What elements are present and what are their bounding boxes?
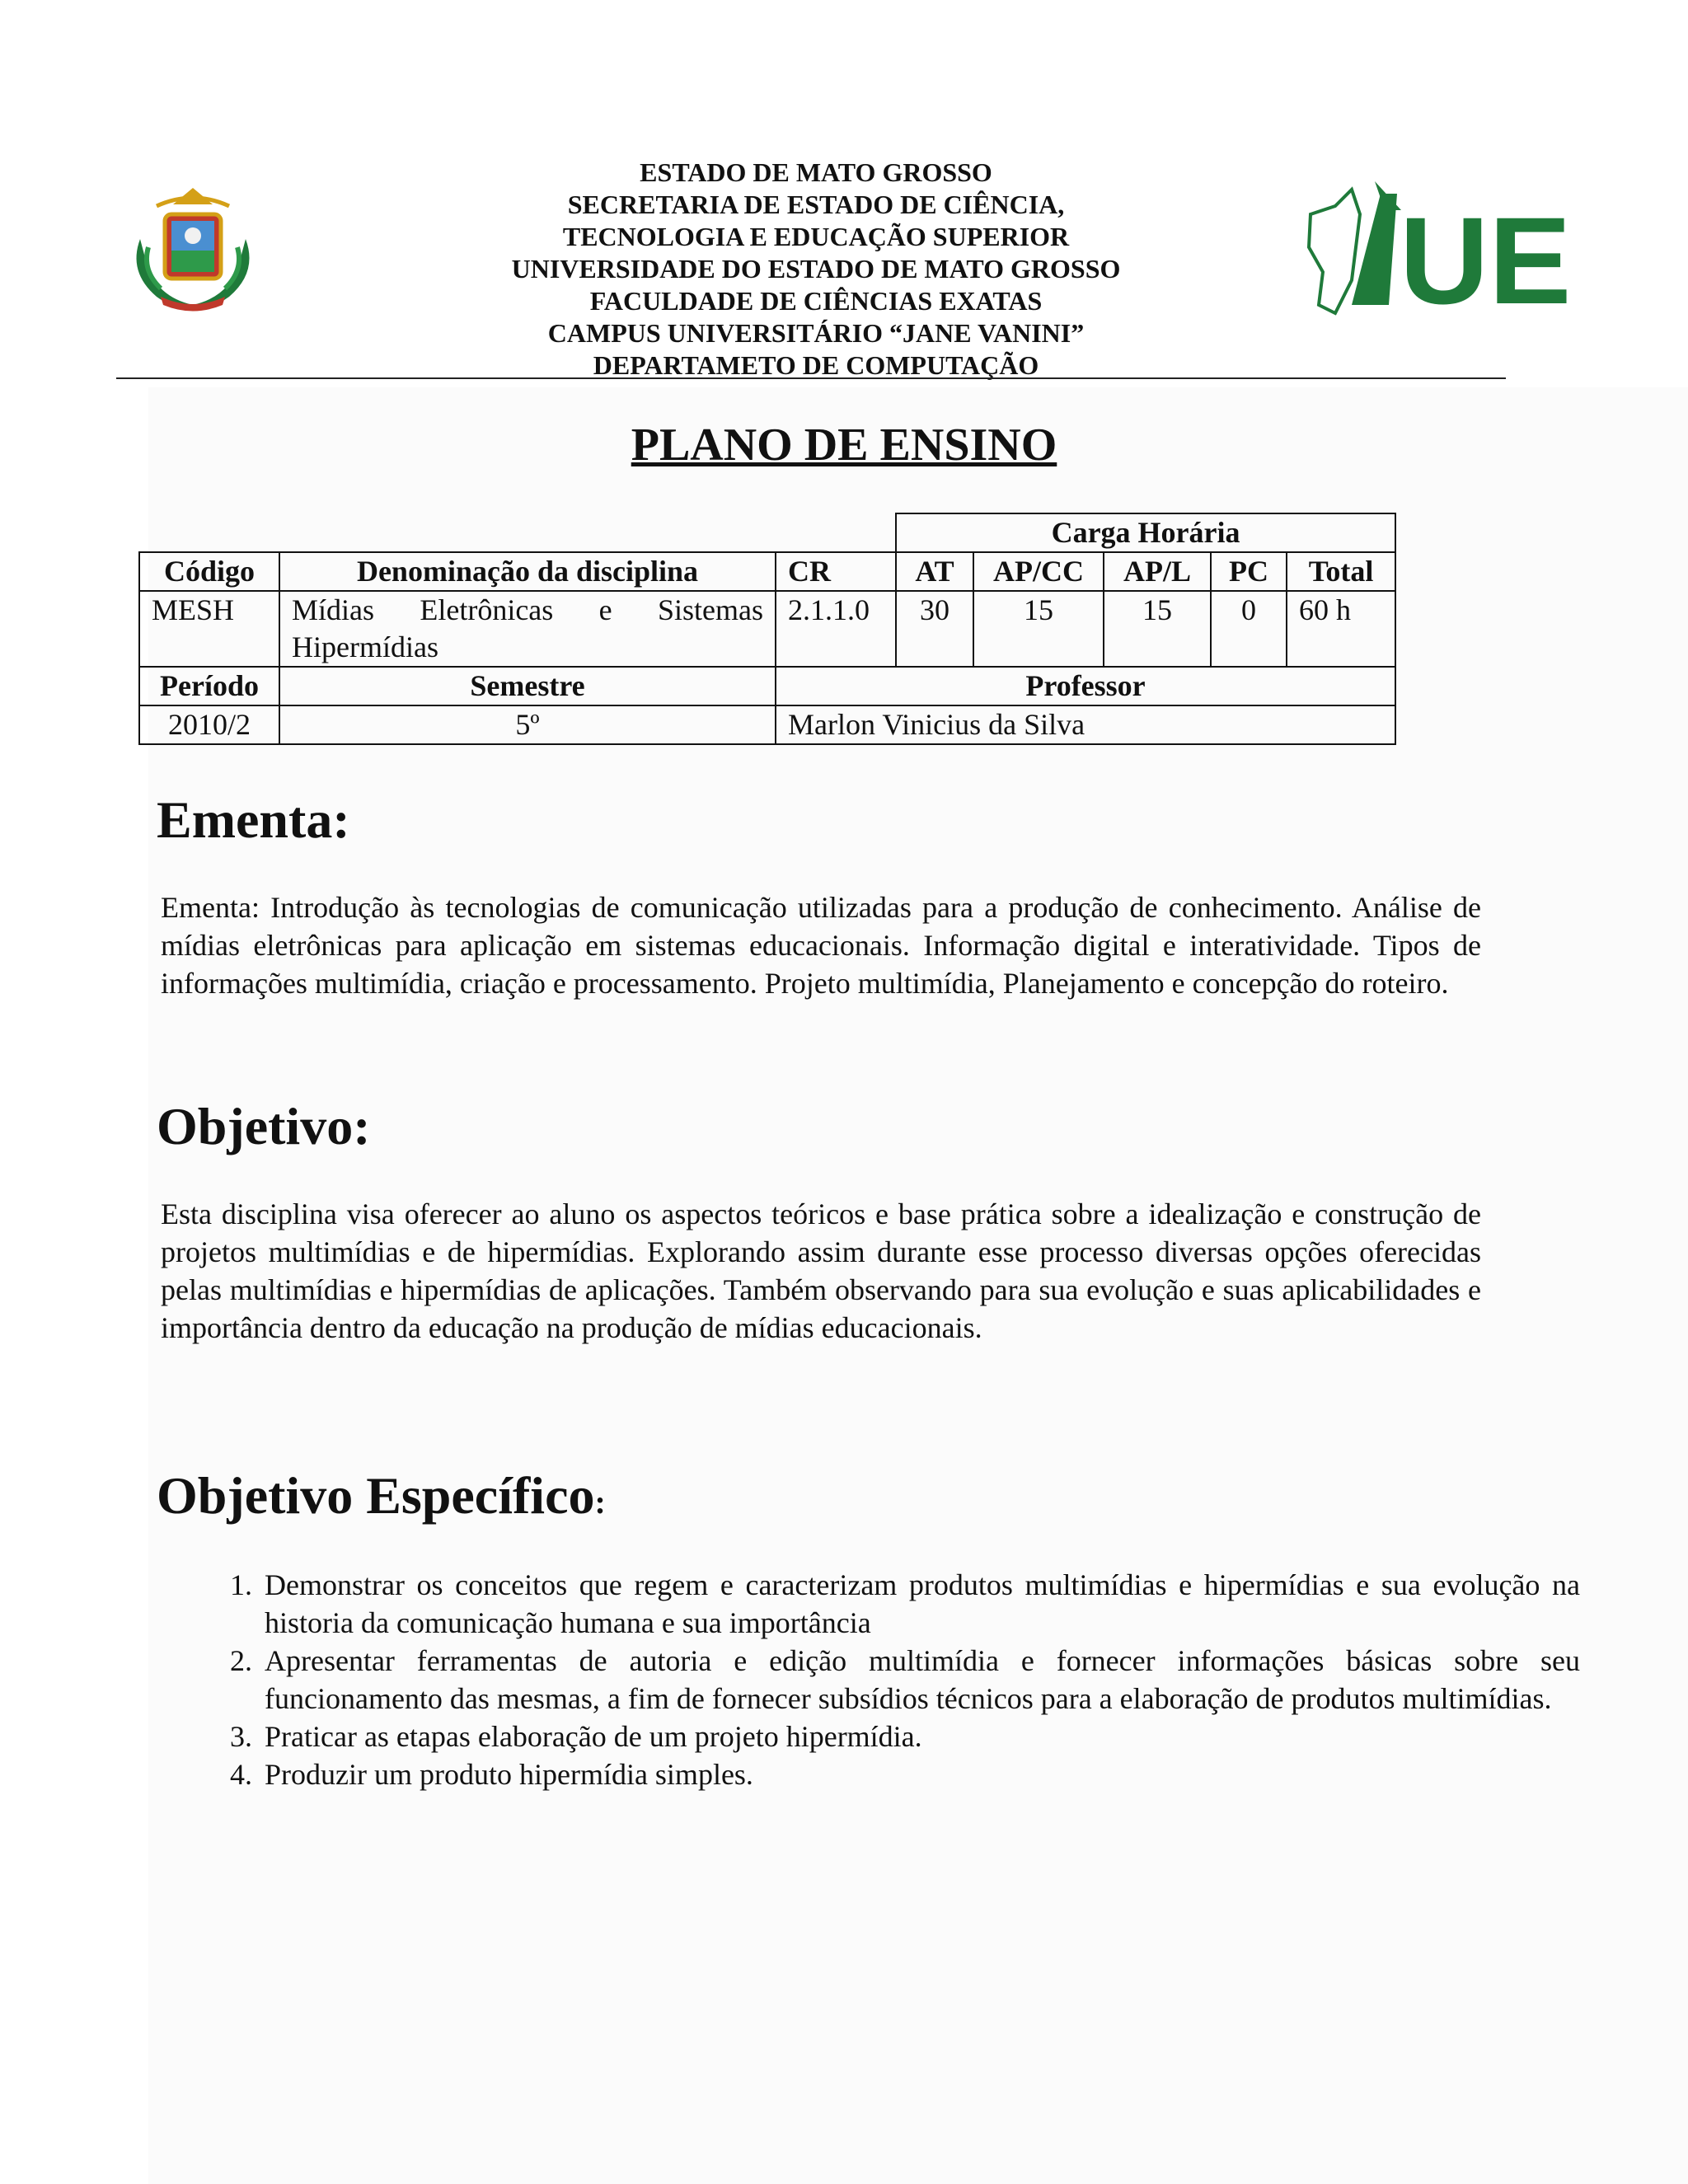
codigo-value: MESH — [139, 591, 279, 667]
cr-value: 2.1.1.0 — [776, 591, 896, 667]
header-line: UNIVERSIDADE DO ESTADO DE MATO GROSSO — [511, 254, 1121, 284]
header-line: SECRETARIA DE ESTADO DE CIÊNCIA, — [567, 190, 1065, 219]
discipline-table — [138, 513, 1396, 745]
header-divider — [116, 377, 1506, 379]
list-item: 4. Produzir um produto hipermídia simples. — [260, 1755, 1580, 1793]
periodo-header: Período — [139, 667, 279, 705]
list-item: 3. Praticar as etapas elaboração de um projeto hipermídia. — [260, 1718, 1580, 1755]
institution-lines — [445, 157, 1187, 382]
pc-header: PC — [1211, 552, 1287, 591]
header-line: TECNOLOGIA E EDUCAÇÃO SUPERIOR — [562, 222, 1070, 251]
denominacao-value: Mídias Eletrônicas e Sistemas Hipermídias — [279, 591, 776, 667]
unemat-logo-icon — [1302, 181, 1572, 330]
codigo-header: Código — [139, 552, 279, 591]
semestre-value: 5º — [279, 705, 776, 744]
header-line: CAMPUS UNIVERSITÁRIO “JANE VANINI” — [547, 318, 1085, 348]
objetivo-especifico-title: Objetivo Específico — [157, 1466, 595, 1525]
professor-value: Marlon Vinicius da Silva — [776, 705, 1395, 744]
ementa-heading: Ementa: — [157, 790, 350, 849]
carga-horaria-header: Carga Horária — [896, 513, 1395, 552]
objetivo-especifico-list — [161, 1566, 1580, 1793]
objetivo-heading: Objetivo: — [157, 1097, 371, 1155]
professor-header: Professor — [776, 667, 1395, 705]
apcc-header: AP/CC — [973, 552, 1104, 591]
list-item: 1. Demonstrar os conceitos que regem e caracterizam produtos multimídias e hipermídias e sua evolução na historia da comunicação humana e sua importância — [260, 1566, 1580, 1642]
mato-grosso-coat-of-arms-icon — [124, 181, 262, 313]
ementa-text: Ementa: Introdução às tecnologias de comunicação utilizadas para a produção de conhecimento. Análise de mídias eletrônicas para aplicação em sistemas educacionais. Informação digital e interatividade. Tipos de informações multimídia, criação e processamento. Projeto multimídia, Planejamento e concepção do roteiro. — [161, 891, 1481, 1000]
apl-header: AP/L — [1104, 552, 1211, 591]
objetivo-text: Esta disciplina visa oferecer ao aluno os aspectos teóricos e base prática sobre a idealização e construção de projetos multimídias e de hipermídias. Explorando assim durante esse processo diversas opções oferecidas pelas multimídias e hipermídias de aplicações. Também observando para sua evolução e suas aplicabilidades e importância dentro da educação na produção de mídias educacionais. — [161, 1197, 1481, 1344]
header-line: FACULDADE DE CIÊNCIAS EXATAS — [589, 286, 1043, 316]
apcc-value: 15 — [973, 591, 1104, 667]
list-item: 2. Apresentar ferramentas de autoria e edição multimídia e fornecer informações básicas sobre seu funcionamento das mesmas, a fim de fornecer subsídios técnicos para a elaboração de produtos multimídias. — [260, 1642, 1580, 1718]
at-value: 30 — [896, 591, 973, 667]
semestre-header: Semestre — [279, 667, 776, 705]
total-header: Total — [1287, 552, 1395, 591]
svg-text:UE: UE — [1400, 191, 1572, 330]
apl-value: 15 — [1104, 591, 1211, 667]
denominacao-header: Denominação da disciplina — [279, 552, 776, 591]
page-title: PLANO DE ENSINO — [631, 419, 1057, 471]
header-line: DEPARTAMETO DE COMPUTAÇÃO — [593, 350, 1039, 380]
header-line: ESTADO DE MATO GROSSO — [640, 157, 992, 187]
objetivo-especifico-colon: : — [594, 1483, 606, 1521]
objetivo-especifico-heading — [157, 1465, 606, 1526]
at-header: AT — [896, 552, 973, 591]
cr-header: CR — [776, 552, 896, 591]
total-value: 60 h — [1287, 591, 1395, 667]
pc-value: 0 — [1211, 591, 1287, 667]
periodo-value: 2010/2 — [139, 705, 279, 744]
